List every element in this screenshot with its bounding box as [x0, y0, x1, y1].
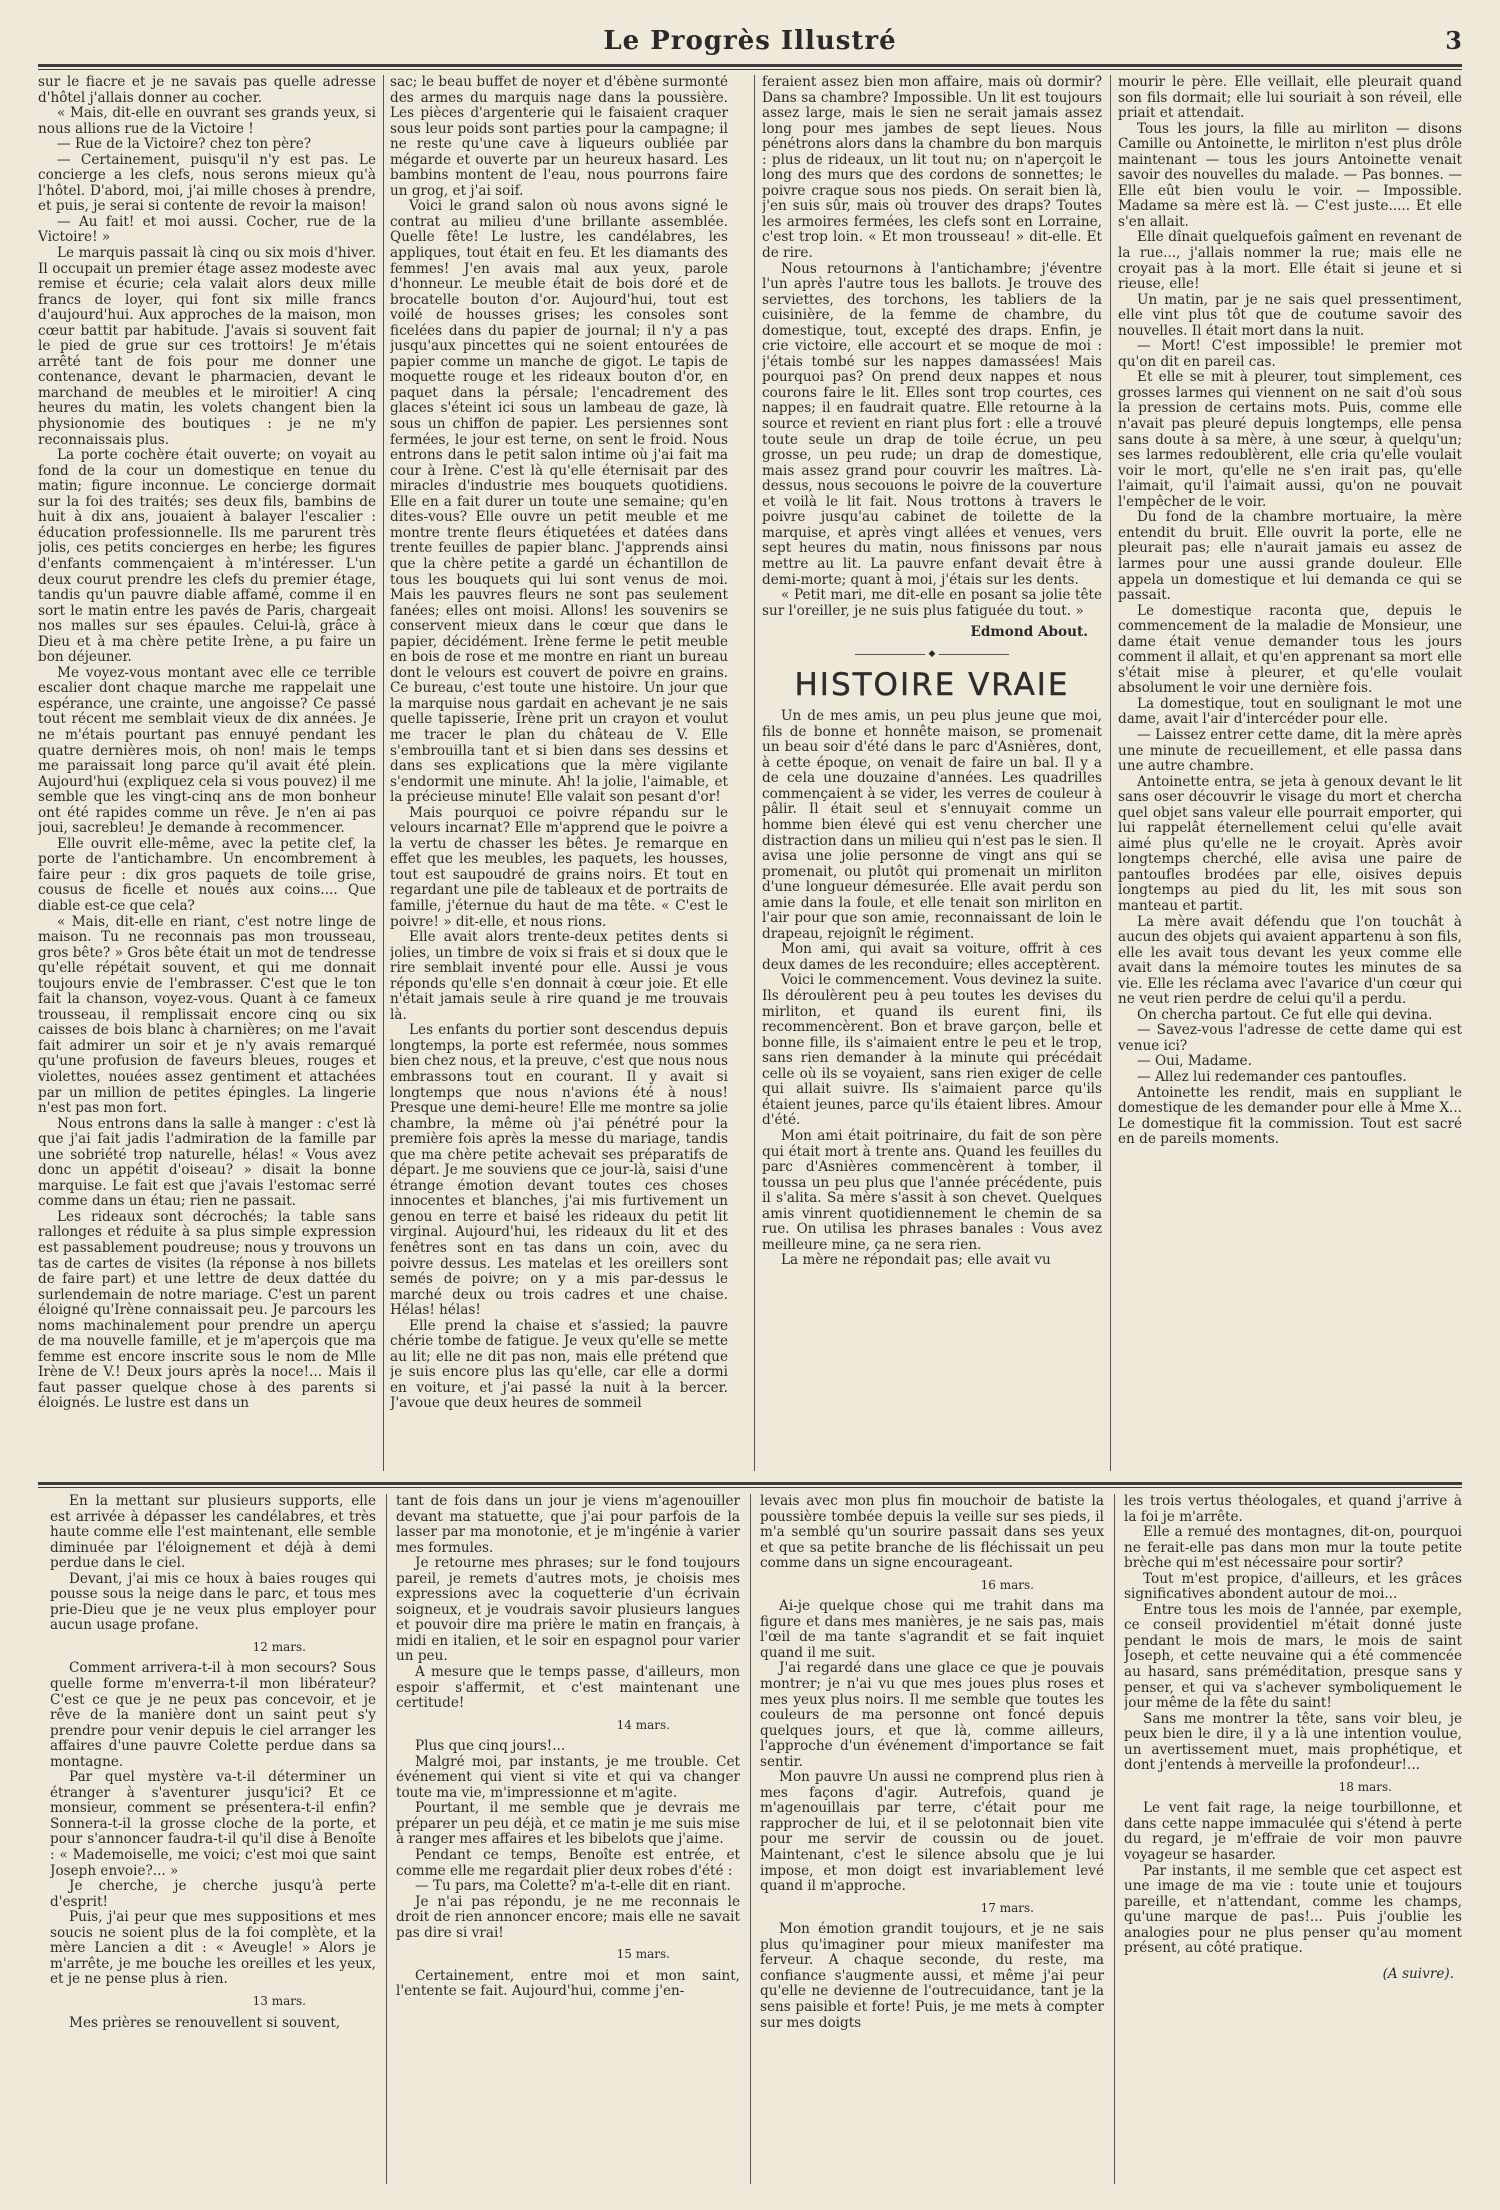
paragraph: Antoinette les rendit, mais en suppliant le domestique de les demander pour elle à Mme X... Le domestique fit la commission. Tout est sacré en de pareils moments.	[1118, 1084, 1462, 1148]
paragraph: sur le fiacre et je ne savais pas quelle adresse d'hôtel j'allais donner au cocher.	[38, 75, 376, 106]
paragraph: Pourtant, il me semble que je devrais me préparer un peu déjà, et ce matin je me suis mise à ranger mes affaires et les bibelots que j'aime.	[396, 1800, 740, 1848]
paragraph: Voici le commencement. Vous devinez la suite. Ils déroulèrent peu à peu toutes les devises du mirliton, et quand ils eurent fini, ils recommencèrent. Bon et brave garçon, belle et bonne fille, ils s'aimaient entre le peu et le trop, sans rien demander à la minute qui précédait celle où ils se voyaient, sans rien exiger de celle qui allait suivre. Ils s'aimaient parce qu'ils étaient jeunes, parce qu'ils étaient libres. Amour d'été.	[762, 972, 1102, 1129]
paragraph: Un de mes amis, un peu plus jeune que moi, fils de bonne et honnête maison, se promenait un beau soir d'été dans le parc d'Asnières, dont, à cette époque, on venait de faire un bal. Il y a de cela une douzaine d'années. Les quadrilles commençaient à se vider, les verres de couleur à pâlir. Il était seul et s'ennuyait comme un homme bien élevé qui est venu chercher une distraction dans un milieu qui n'est pas le sien. Il avisa une jolie personne de vingt ans qui se promenait, ou plutôt qui promenait un mirliton d'une longueur démesurée. Elle avait perdu son amie dans la foule, et elle tenait son mirliton en l'air pour que son amie, reconnaissant de loin le drapeau, rejoignît le régiment.	[762, 708, 1102, 942]
serial-column-4	[1124, 1494, 1462, 2184]
paragraph: Puis, j'ai peur que mes suppositions et mes soucis ne soient plus de la foi complète, et la mère Lancien a dit : « Aveugle! » Alors je m'arrête, je me bouche les oreilles et les yeux, et je ne pense plus à rien.	[50, 1909, 376, 1988]
paragraph: Plus que cinq jours!...	[415, 1738, 566, 1755]
paragraph: les trois vertus théologales, et quand j'arrive à la foi je m'arrête.	[1124, 1494, 1462, 1525]
masthead	[38, 22, 1462, 62]
paragraph: — Oui, Madame.	[1137, 1053, 1252, 1070]
paragraph: Elle dînait quelquefois gaîment en revenant de la rue..., j'allais nommer la rue; mais elle ne croyait pas à la mort. Elle était si jeune et si rieuse, elle!	[1118, 229, 1462, 293]
paragraph: Les rideaux sont décrochés; la table sans rallonges et réduite à sa plus simple expression est passablement poudreuse; nous y trouvons un tas de cartes de visites (la réponse à nos billets de faire part) et une lettre de deux dattée du surlendemain de notre mariage. C'est un parent éloigné qu'Irène connaissait peu. Je parcours les noms machinalement pour prendre un aperçu de ma nouvelle famille, et je m'aperçois que ma femme est encore inscrite sous le nom de Mlle Irène de V.! Deux jours après la noce!... Mais il faut passer quelque chose à des parents si éloignés. Le lustre est dans un	[38, 1208, 376, 1412]
header-rule	[38, 64, 1462, 67]
paragraph: Me voyez-vous montant avec elle ce terrible escalier dont chaque marche me rappelait une espérance, une crainte, une angoisse? Ce passé tout récent me semblait vieux de dix années. Je ne m'étais pourtant pas ennuyé pendant les quatre dernières mois, oh non! mais le temps me paraissait long parce qu'il avait été plein. Aujourd'hui (expliquez cela si vous pouvez) il me semble que les vingt-cinq ans de mon bonheur ont été rapides comme un rêve. Je n'en ai pas joui, sacrebleu! Je demande à recommencer.	[38, 664, 376, 837]
paragraph: « Petit mari, me dit-elle en posant sa jolie tête sur l'oreiller, je ne suis plus fatiguée du tout. »	[762, 587, 1102, 619]
column-divider	[1110, 75, 1111, 1471]
column-2	[390, 75, 728, 1471]
serial-column-2	[396, 1494, 740, 2184]
paragraph: J'ai regardé dans une glace ce que je pouvais montrer; je n'ai vu que mes joues plus roses et mes yeux plus noirs. Il me semble que toutes les couleurs de ma personne ont foncé depuis quelques jours, et que là, comme ailleurs, l'approche d'un événement d'importance se fait sentir.	[760, 1660, 1104, 1770]
column-divider	[754, 75, 755, 1471]
column-3	[762, 75, 1102, 1471]
paragraph: Elle a remué des montagnes, dit-on, pourquoi ne ferait-elle pas dans mon mur la toute petite brèche qui m'est nécessaire pour sortir?	[1124, 1524, 1462, 1572]
paragraph: Sans me montrer la tête, sans voir bleu, je peux bien le dire, il y a là une intention voulue, un avertissement muet, mais prophétique, et dont j'entends à merveille la profondeur!...	[1124, 1710, 1462, 1774]
paragraph: mourir le père. Elle veillait, elle pleurait quand son fils dormait; elle lui souriait à son réveil, elle priait et attendait.	[1118, 75, 1462, 122]
paragraph: Mais pourquoi ce poivre répandu sur le velours incarnat? Elle m'apprend que le poivre a la vertu de chasser les bêtes. Je remarque en effet que les meubles, les paquets, les housses, tout est saupoudré de grains noirs. Et tout en regardant une pile de tableaux et de portraits de famille, j'éternue du haut de ma tête. « C'est le poivre! » dit-elle, et nous rions.	[390, 804, 728, 930]
diary-date: 14 mars.	[616, 1717, 670, 1732]
diary-date: 12 mars.	[252, 1639, 306, 1654]
paragraph: — Mort! C'est impossible! le premier mot qu'on dit en pareil cas.	[1118, 338, 1462, 370]
ornament-divider: ◆	[762, 649, 1102, 660]
paragraph: Par quel mystère va-t-il déterminer un étranger à s'aventurer jusqu'ici? Et ce monsieur, comment se présentera-t-il enfin? Sonnera-t-il la grosse cloche de la porte, et pour s'annoncer faudra-t-il qu'il dise à Benoîte : « Mademoiselle, me voici; c'est moi que saint Joseph envoie?... »	[50, 1769, 376, 1879]
section-rule	[38, 1482, 1462, 1485]
newspaper-title: Le Progrès Illustré	[603, 26, 897, 56]
paragraph: Ai-je quelque chose qui me trahit dans ma figure et dans mes manières, je ne sais pas, mais l'œil de ma tante s'agrandit et se fait inquiet quand il me suit.	[760, 1598, 1104, 1661]
paragraph: Devant, j'ai mis ce houx à baies rouges qui pousse sous la neige dans le parc, et tous mes prie-Dieu que je ne veux plus employer pour aucun usage profane.	[50, 1570, 376, 1634]
diary-date: 13 mars.	[252, 1993, 306, 2008]
page-number: 3	[1445, 26, 1462, 55]
paragraph: — Au fait! et moi aussi. Cocher, rue de la Victoire! »	[38, 213, 376, 246]
paragraph: Et elle se mit à pleurer, tout simplement, ces grosses larmes qui viennent on ne sait d'où sous la pression de certains mots. Puis, comme elle n'avait pas pleuré depuis longtemps, elle pensa sans doute à sa mère, à une sœur, à quelqu'un; ses larmes redoublèrent, elle cria qu'elle voulait voir le mort, qu'elle ne s'en irait pas, qu'elle l'aimait, qu'il l'aimait aussi, qu'on ne pouvait l'empêcher de le voir.	[1118, 369, 1462, 510]
paragraph: feraient assez bien mon affaire, mais où dormir? Dans sa chambre? Impossible. Un lit est toujours assez large, mais le sien ne serait jamais assez long pour mes jambes de sept lieues. Nous pénétrons alors dans la chambre du bon marquis : plus de rideaux, un lit tout nu; on n'aperçoit le long des murs que des cordons de sonnettes; le poivre craque sous nos pieds. On serait bien là, j'en suis sûr, mais où trouver des draps? Toutes les armoires fermées, les clefs sont en Lorraine, c'est trop loin. « Et mon trousseau! » dit-elle. Et de rire.	[762, 75, 1102, 262]
paragraph: Je cherche, je cherche jusqu'à perte d'esprit!	[50, 1878, 376, 1910]
paragraph: Tout m'est propice, d'ailleurs, et les grâces significatives abondent autour de moi...	[1124, 1570, 1462, 1603]
paragraph: A mesure que le temps passe, d'ailleurs, mon espoir s'affermit, et c'est maintenant une certitude!	[396, 1664, 740, 1712]
paragraph: La mère ne répondait pas; elle avait vu	[781, 1252, 1051, 1269]
paragraph: « Mais, dit-elle en riant, c'est notre linge de maison. Tu ne reconnais pas mon trousseau, gros bête? » Gros bête était un mot de tendresse qu'elle répétait souvent, et qui me donnait toujours envie de l'embrasser. C'est que le ton fait la chanson, voyez-vous. Quant à ce fameux trousseau, il remplissait encore cinq ou six caisses de bois blanc à charnières; on me l'avait fait admirer un soir et je n'y avais remarqué qu'une profusion de faveurs bleues, rouges et violettes, nouées assez gentiment et attachées par un million de petites épingles. La lingerie n'est pas mon fort.	[38, 913, 376, 1117]
paragraph: Certainement, entre moi et mon saint, l'entente se fait. Aujourd'hui, comme j'en-	[396, 1967, 740, 2000]
paragraph: — Certainement, puisqu'il n'y est pas. Le concierge a les clefs, nous serons mieux qu'à l'hôtel. D'abord, moi, j'ai mille choses à prendre, et puis, je serai si contente de revoir la maison!	[38, 151, 376, 215]
column-divider	[383, 75, 384, 1471]
paragraph: — Savez-vous l'adresse de cette dame qui est venue ici?	[1118, 1022, 1462, 1054]
paragraph: Le domestique raconta que, depuis le commencement de la maladie de Monsieur, une dame était venue demander tous les jours comment il allait, et qu'en apprenant sa mort elle s'était mise à pleurer, et qu'elle voulait absolument le voir une dernière fois.	[1118, 602, 1462, 697]
paragraph: Je n'ai pas répondu, je ne me reconnais le droit de rien annoncer encore; mais elle ne savait pas dire si vrai!	[396, 1893, 740, 1941]
paragraph: Mes prières se renouvellent si souvent,	[69, 2014, 341, 2031]
paragraph: Voici le grand salon où nous avons signé le contrat au milieu d'une brillante assemblée. Quelle fête! Le lustre, les candélabres, les appliques, tout était en feu. Et les diamants des femmes! J'en avais mal aux yeux, parole d'honneur. Le meuble était de bois doré et de brocatelle bouton d'or. Aujourd'hui, tout est voilé de housses grises; les consoles sont ficelées dans du papier de journal; il n'y a pas jusqu'aux pincettes qui ne soient entourées de papier comme un manche de gigot. Le tapis de moquette rouge et les rideaux bouton d'or, en paquet dans la pérsale; l'encadrement des glaces s'éteint ici sous un lambeau de gaze, là sous un chiffon de papier. Les persiennes sont fermées, le jour est terne, on sent le froid. Nous entrons dans le petit salon intime où j'ai fait ma cour à Irène. C'est là qu'elle éternisait par des miracles d'industrie mes bouquets quotidiens. Elle en a fait durer un toute une semaine; qu'en dites-vous? Elle ouvre un petit meuble et me montre trente fleurs étiquetées et datées dans trente feuilles de papier blanc. J'apprends ainsi que la chère petite a gardé un échantillon de tous les bouquets qui lui sont venus de moi. Mais les pauvres fleurs ne sont pas seulement fanées; elles ont moisi. Allons! les souvenirs se conservent mieux dans le cœur que dans le papier, décidément. Irène ferme le petit meuble en bois de rose et me montre en riant un bureau dont le velours est couvert de poivre en grains. Ce bureau, c'est toute une histoire. Un jour que la marquise nous gardait en achevant je ne sais quelle tapisserie, Irène prit un crayon et voulut me tracer le plan du château de V. Elle s'embrouilla tant et si bien dans ses dessins et dans ses explications que la mère vigilante s'endormit une minute. Ah! la jolie, l'aimable, et la précieuse minute! Elle valait son pesant d'or!	[390, 198, 728, 806]
paragraph: Nous entrons dans la salle à manger : c'est là que j'ai fait jadis l'admiration de la famille par une sobriété trop naturelle, hélas! « Vous avez donc un appétit d'oiseau? » disait la bonne marquise. Le fait est que j'avais l'estomac serré comme dans un étau; rien ne passait.	[38, 1115, 376, 1210]
section-rule-thin	[38, 1487, 1462, 1488]
paragraph: Mon ami, qui avait sa voiture, offrit à ces deux dames de les reconduire; elles acceptèrent.	[762, 941, 1102, 973]
paragraph: Le marquis passait là cinq ou six mois d'hiver. Il occupait un premier étage assez modeste avec remise et écurie; cela valait alors deux mille francs de loyer, qui font six mille francs d'aujourd'hui. Aux approches de la maison, mon cœur battit par habitude. J'avais si souvent fait le pied de grue sur ces trottoirs! Je m'étais arrêté tant de fois pour me donner une contenance, devant le pharmacien, devant le marchand de meubles et le miroitier! A cinq heures du matin, les volets changent bien la physionomie des boutiques : je ne m'y reconnaissais plus.	[38, 245, 376, 448]
diary-date: 15 mars.	[616, 1947, 670, 1962]
paragraph: La domestique, tout en soulignant le mot une dame, avait l'air d'intercéder pour elle.	[1118, 695, 1462, 728]
paragraph: Nous retournons à l'antichambre; j'éventre l'un après l'autre tous les ballots. Je trouve des serviettes, des torchons, les tabliers de la cuisinière, de la femme de chambre, du domestique, tout, excepté des draps. Enfin, je crie victoire, elle accourt et se moque de moi : j'étais tombé sur les nappes damassées! Mais pourquoi pas? On prend deux nappes et nous courons faire le lit. Elles sont trop courtes, ces nappes; il en faudrait quatre. Elle retourne à la source et revient en riant plus fort : elle a trouvé toute seule un drap de toile écrue, un peu grosse, un peu rude; un drap de domestique, mais assez grand pour couvrir les maîtres. Là-dessus, nous secouons le poivre de la couverture et voilà le lit fait. Nous trottons à travers le poivre jusqu'au cabinet de toilette de la marquise, et après vingt allées et venues, vers sept heures du matin, nous finissons par nous mettre au lit. La pauvre enfant devait être à demi-morte; quant à moi, j'étais sur les dents.	[762, 260, 1102, 588]
column-divider	[750, 1494, 751, 2184]
paragraph: La mère avait défendu que l'on touchât à aucun des objets qui avaient appartenu à son fils, elle les avait tous devant les yeux comme elle avait dans la mémoire toutes les minutes de sa vie. Elle les réclama avec l'avarice d'un cœur qui ne veut rien perdre de celui qu'il a perdu.	[1118, 913, 1462, 1008]
diary-date: 16 mars.	[980, 1577, 1034, 1592]
paragraph: On chercha partout. Ce fut elle qui devina.	[1137, 1006, 1433, 1023]
paragraph: Comment arrivera-t-il à mon secours? Sous quelle forme m'enverra-t-il mon libérateur? C'est ce que je ne peux pas concevoir, et je rêve de la manière dont un saint peut s'y prendre pour venir depuis le ciel arranger les affaires d'une pauvre Colette perdue dans sa montagne.	[50, 1660, 376, 1770]
paragraph: Tous les jours, la fille au mirliton — disons Camille ou Antoinette, le mirliton n'est plus drôle maintenant — tous les jours Antoinette venait savoir des nouvelles du malade. — Pas bonnes. — Elle eût bien voulu le voir. — Impossible. Madame sa mère est là. — C'est juste..... Et elle s'en allait.	[1118, 120, 1462, 230]
paragraph: Elle ouvrit elle-même, avec la petite clef, la porte de l'antichambre. Un encombrement à faire peur : dix gros paquets de toile grise, cousus de ficelle et noués aux coins.... Que diable est-ce que cela?	[38, 835, 376, 914]
column-divider	[1114, 1494, 1115, 2184]
paragraph: Pendant ce temps, Benoîte est entrée, et comme elle me regardait plier deux robes d'été :	[396, 1847, 740, 1879]
paragraph: Je retourne mes phrases; sur le fond toujours pareil, je remets d'autres mots, je choisis mes expressions avec la coquetterie d'un écrivain soigneux, et je voudrais savoir plusieurs langues et pouvoir dire ma prière le matin en français, à midi en italien, et le soir en espagnol pour varier un peu.	[396, 1555, 740, 1665]
paragraph: La porte cochère était ouverte; on voyait au fond de la cour un domestique en tenue du matin; figure inconnue. Le concierge dormait sur la foi des traités; ses deux fils, bambins de huit à dix ans, jouaient à balayer l'escalier : éducation professionnelle. Ils me parurent très jolis, ces petits concierges en herbe; les figures d'enfants commençaient à m'intéresser. L'un deux courut prendre les clefs du premier étage, tandis qu'un pauvre diable affamé, comme il en sort le matin entre les pavés de Paris, chargeait nos malles sur ses épaules. Celui-là, grâce à Dieu et à ma chère petite Irène, a pu faire un bon déjeuner.	[38, 447, 376, 666]
paragraph: Mon émotion grandit toujours, et je ne sais plus qu'imaginer pour mieux manifester ma ferveur. A chaque seconde, du reste, ma confiance s'augmente aussi, et même j'ai peur qu'elle ne devienne de l'outrecuidance, tant je la sens paisible et forte! Puis, je me mets à compter sur mes doigts	[760, 1921, 1104, 2031]
paragraph: Du fond de la chambre mortuaire, la mère entendit du bruit. Elle ouvrit la porte, elle ne pleurait pas; elle n'aurait jamais eu assez de larmes pour une aussi grande douleur. Elle appela un domestique et lui demanda ce qui se passait.	[1118, 509, 1462, 604]
paragraph: Le vent fait rage, la neige tourbillonne, et dans cette nappe immaculée qui s'étend à perte du regard, je m'effraie de voir mon pauvre voyageur se hasarder.	[1124, 1800, 1462, 1864]
paragraph: Antoinette entra, se jeta à genoux devant le lit sans oser découvrir le visage du mort et chercha quel objet sans valeur elle pourrait emporter, qui lui rappelât éternellement celui qu'elle avait aimé plus qu'elle ne le croyait. Après avoir longtemps cherché, elle avisa une paire de pantoufles brodées par elle, oisives depuis longtemps au pied du lit, les mit sous son manteau et partit.	[1118, 773, 1462, 914]
column-divider	[386, 1494, 387, 2184]
author-signature: Edmond About.	[970, 624, 1088, 641]
paragraph: Les enfants du portier sont descendus depuis longtemps, la porte est refermée, nous sommes bien chez nous, et la preuve, c'est que nous nous embrassons tout en courant. Il y avait si longtemps que nous n'avions été à nous! Presque une demi-heure! Elle me montre sa jolie chambre, la même où j'ai pénétré pour la première fois après la messe du mariage, tandis que ma chère petite achevait ses préparatifs de départ. Je me souviens que ce jour-là, saisi d'une étrange émotion devant toutes ces choses innocentes et blanches, j'ai mis furtivement un genou en terre et baisé les rideaux du petit lit virginal. Aujourd'hui, les rideaux du lit et des fenêtres sont en tas dans un coin, avec du poivre dessus. Les matelas et les oreillers sont semés de poivre; on y a mis par-dessus le marché deux ou trois cadres et une chaise. Hélas! hélas!	[390, 1022, 728, 1319]
paragraph: En la mettant sur plusieurs supports, elle est arrivée à dépasser les candélabres, et très haute comme elle l'est maintenant, elle semble diminuée par l'éloignement et déjà à demi perdue dans le ciel.	[50, 1494, 376, 1572]
column-1	[38, 75, 376, 1471]
paragraph: — Allez lui redemander ces pantoufles.	[1137, 1069, 1407, 1085]
paragraph: Elle avait alors trente-deux petites dents si jolies, un timbre de voix si frais et si doux que le rire semblait inventé pour elle. Aussi je vous réponds qu'elle s'en donnait à cœur joie. Et elle n'était jamais seule à rire quand je me trouvais là.	[390, 929, 728, 1023]
paragraph: Malgré moi, par instants, je me trouble. Cet événement qui vient si vite et qui va changer toute ma vie, m'impressionne et m'agite.	[396, 1753, 740, 1801]
paragraph: Par instants, il me semble que cet aspect est une image de ma vie : toute unie et toujours pareille, et n'attendant, comme les champs, qu'une marque de pas!... Puis j'oublie les analogies pour ne plus penser qu'au moment présent, au côté pratique.	[1124, 1862, 1462, 1957]
paragraph: — Rue de la Victoire? chez ton père?	[57, 136, 312, 153]
to-be-continued: (A suivre).	[1382, 1965, 1454, 1982]
column-4	[1118, 75, 1462, 1471]
diary-date: 17 mars.	[980, 1900, 1034, 1915]
paragraph: tant de fois dans un jour je viens m'agenouiller devant ma statuette, que j'ai pour parfois de la lasser par ma monotonie, et je m'ingénie à varier mes formules.	[396, 1494, 740, 1556]
paragraph: « Mais, dit-elle en ouvrant ses grands yeux, si nous allions rue de la Victoire !	[38, 105, 376, 137]
paragraph: levais avec mon plus fin mouchoir de batiste la poussière tombée depuis la veille sur ses pieds, il m'a semblé qu'un sourire passait dans ses yeux et que sa petite branche de lis fléchissait un peu comme dans un signe encourageant.	[760, 1494, 1104, 1572]
diary-date: 18 mars.	[1338, 1779, 1392, 1794]
paragraph: sac; le beau buffet de noyer et d'ébène surmonté des armes du marquis nage dans la poussière. Les pièces d'argenterie qui le faisaient craquer sous leur poids sont parties pour la campagne; il ne reste qu'une cave à liqueurs oubliée par mégarde et ouverte par un heureux hasard. Les bambins montent de l'eau, nous pourrons faire un grog, et j'ai soif.	[390, 75, 728, 199]
paragraph: — Tu pars, ma Colette? m'a-t-elle dit en riant.	[415, 1878, 731, 1895]
story-title: HISTOIRE VRAIE	[794, 667, 1070, 704]
paragraph: Un matin, par je ne sais quel pressentiment, elle vint plus tôt que de coutume savoir des nouvelles. Il était mort dans la nuit.	[1118, 291, 1462, 339]
paragraph: Entre tous les mois de l'année, par exemple, ce conseil providentiel m'était donné juste pendant le mois de mars, le mois de saint Joseph, et cette neuvaine qui a été commencée au hasard, sans préméditation, presque sans y penser, et qui va s'achever symboliquement le jour même de la fête du saint!	[1124, 1601, 1462, 1712]
serial-column-3	[760, 1494, 1104, 2184]
paragraph: Elle prend la chaise et s'assied; la pauvre chérie tombe de fatigue. Je veux qu'elle se mette au lit; elle ne dit pas non, mais elle prétend que je suis encore plus las qu'elle, car elle a dormi en voiture, et j'ai passé la nuit à la bercer. J'avoue que deux heures de sommeil	[390, 1317, 728, 1412]
paragraph: Mon pauvre Un aussi ne comprend plus rien à mes façons d'agir. Autrefois, quand je m'agenouillais par terre, c'était pour me rapprocher de lui, et il se pelotonnait bien vite pour me servir de coussin ou de jouet. Maintenant, c'est le silence absolu que je lui impose, et mon doigt est invariablement levé quand il m'approche.	[760, 1769, 1104, 1895]
paragraph: — Laissez entrer cette dame, dit la mère après une minute de recueillement, et elle passa dans une autre chambre.	[1118, 726, 1462, 775]
header-rule-thin	[38, 69, 1462, 70]
paragraph: Mon ami était poitrinaire, du fait de son père qui était mort à trente ans. Quand les feuilles du parc d'Asnières commencèrent à tomber, il toussa un peu plus que l'année précédente, puis il s'alita. Sa mère s'assit à son chevet. Quelques amis vinrent quotidiennement le chemin de sa rue. On utilisa les phrases banales : Vous avez meilleure mine, ça ne sera rien.	[762, 1127, 1102, 1253]
serial-column-1	[50, 1494, 376, 2184]
